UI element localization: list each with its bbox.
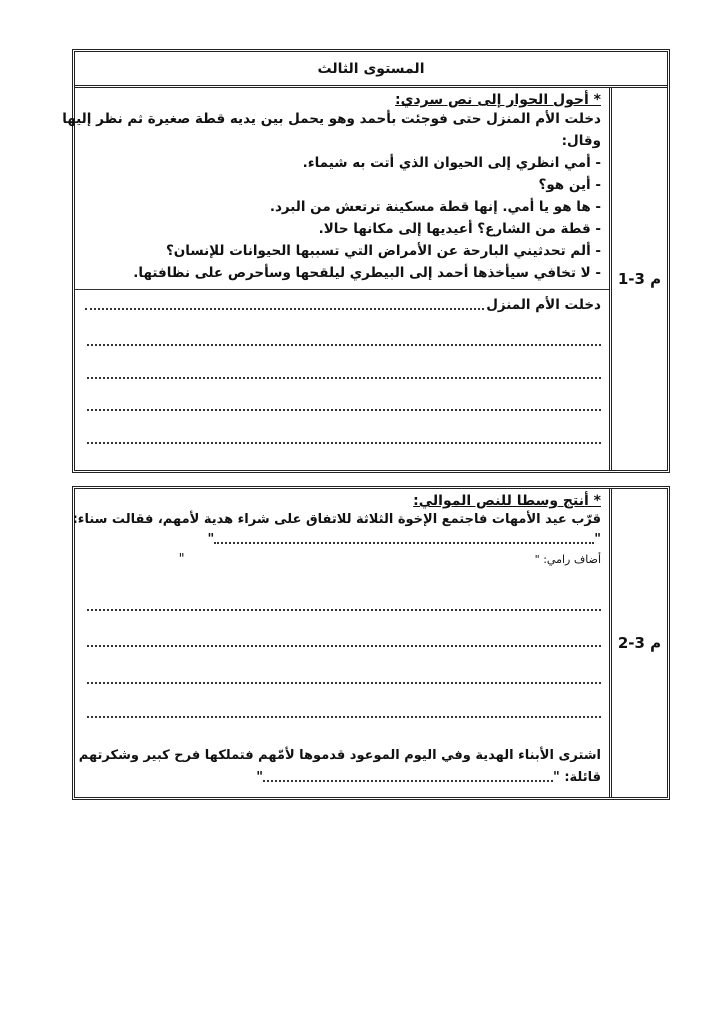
writing-line[interactable]	[87, 682, 601, 684]
exercise-label-1: م 3-1	[609, 88, 667, 470]
writing-line[interactable]	[87, 609, 601, 611]
dialogue-line: - لا تخافي سيأخذها أحمد إلى البيطري ليلقحها وسأحرص على نظافتها.	[133, 265, 601, 281]
exercise-heading-2: * أنتج وسطا للنص الموالي:	[413, 493, 601, 509]
story-ending: اشترى الأبناء الهدية وفي اليوم الموعود قدموها لأمّهم فتملكها فرح كبير وشكرتهم	[78, 748, 601, 763]
answer-first-line	[85, 294, 601, 316]
writing-line[interactable]	[87, 344, 601, 346]
sana-quote-line	[85, 531, 601, 549]
quote-close: "	[178, 552, 185, 567]
writing-line[interactable]	[87, 377, 601, 379]
story-middle-block	[72, 489, 609, 797]
writing-line[interactable]	[214, 542, 594, 544]
dialogue-line: دخلت الأم المنزل حتى فوجئت بأحمد وهو يحمل بين يديه قطة صغيرة ثم نظر إليها	[62, 111, 601, 127]
writing-line[interactable]	[85, 308, 484, 310]
quote-close: "	[256, 770, 264, 785]
exercise-heading-1: * أحول الحوار إلى نص سردي:	[395, 92, 601, 108]
story-intro: قرّب عيد الأمهات فاجتمع الإخوة الثلاثة للاتفاق على شراء هدية لأمهم، فقالت سناء:	[72, 512, 601, 527]
dialogue-line: - أمي انظري إلى الحيوان الذي أتت به شيماء.	[302, 155, 601, 171]
rami-label: أضاف رامي: "	[534, 553, 601, 566]
story-ending-quote	[256, 767, 601, 789]
exercise-table-2	[72, 486, 670, 800]
dialogue-block	[62, 88, 609, 290]
ending-label: قائلة: "	[553, 770, 601, 785]
rami-line	[85, 549, 601, 571]
writing-line[interactable]	[87, 716, 601, 718]
level-title: المستوى الثالث	[75, 52, 667, 88]
exercise-table-1	[62, 49, 670, 473]
dialogue-line: - ها هو يا أمي. إنها قطة مسكينة ترتعش من البرد.	[269, 199, 601, 215]
dialogue-line: - أين هو؟	[538, 177, 601, 193]
dialogue-line: - ألم تحدثيني البارحة عن الأمراض التي تسببها الحيوانات للإنسان؟	[165, 243, 601, 259]
quote-open: "	[594, 532, 601, 547]
writing-line[interactable]	[87, 442, 601, 444]
writing-line[interactable]	[87, 409, 601, 411]
dialogue-line: - قطة من الشارع؟ أعيديها إلى مكانها حالا.	[318, 221, 601, 237]
answer-start-text: دخلت الأم المنزل	[486, 297, 601, 313]
dialogue-line: وقال:	[561, 133, 601, 149]
quote-close: "	[207, 532, 215, 547]
exercise-label-2: م 3-2	[609, 489, 667, 797]
answer-area-1[interactable]	[75, 290, 609, 470]
writing-line[interactable]	[263, 780, 553, 782]
writing-line[interactable]	[87, 645, 601, 647]
